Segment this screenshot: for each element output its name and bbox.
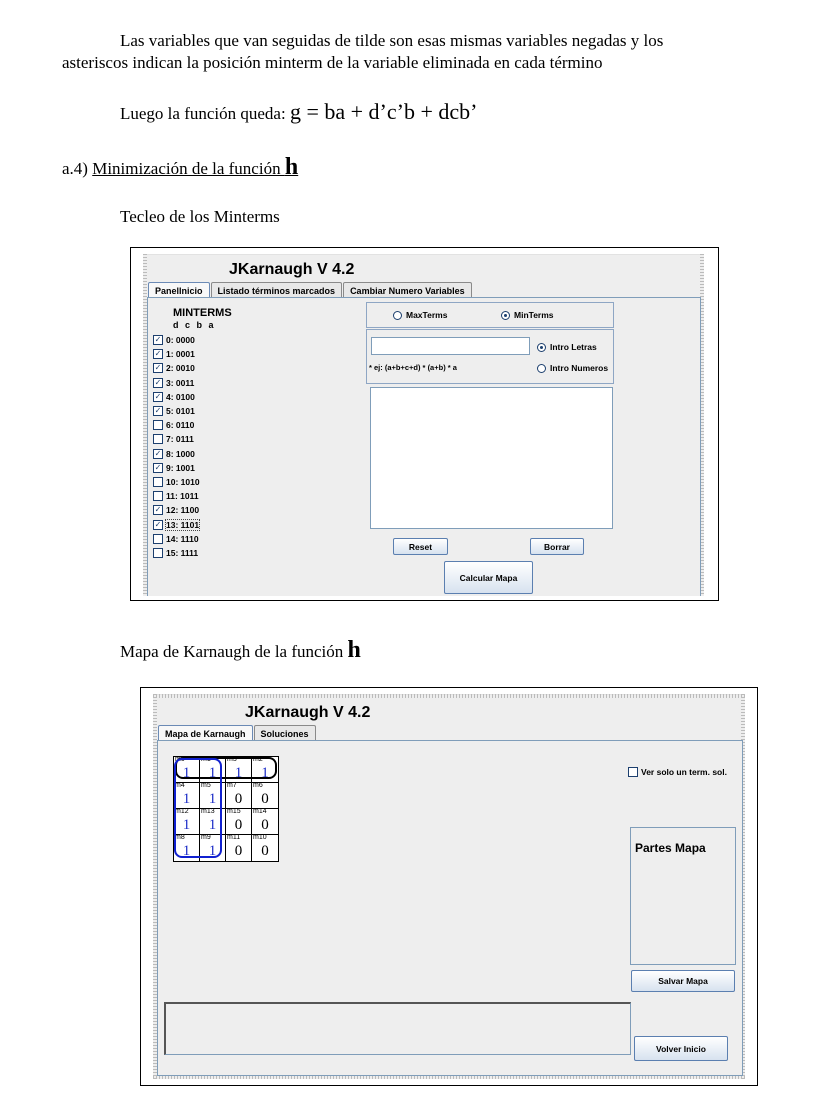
result-formula: g = ba + d’c’b + dcb’ [289,99,478,124]
kmap-cell-minterm: m9 [201,834,211,841]
group-col-highlight [174,758,222,858]
input-mode-group [366,329,614,384]
minterm-checkbox[interactable] [153,548,163,558]
kmap-cell-minterm: m0 [175,756,185,763]
kmap-cell [226,835,252,861]
expression-hint: * ej: (a+b+c+d) * (a+b) * a [369,363,457,372]
ver-solo-checkbox-box[interactable] [628,767,638,777]
ver-solo-checkbox-label: Ver solo un term. sol. [641,767,727,777]
radio-intro-numeros-label: Intro Numeros [550,363,609,373]
kmap-cell-value: 1 [208,817,217,833]
minterm-checkbox[interactable]: ✓ [154,363,162,373]
minterm-checkbox[interactable]: ✓ [154,448,162,458]
minterm-row[interactable] [153,361,200,375]
kmap-cell-value: 1 [182,791,191,807]
expression-input[interactable] [371,337,530,355]
panel-inicio [147,297,701,596]
tab-panel-inicio[interactable]: PanelInicio [148,282,210,298]
kmap-cell-value: 1 [234,765,243,781]
jkarnaugh-window-1 [143,254,704,596]
screenshot-frame-1 [130,247,719,601]
minterm-checkbox[interactable] [153,434,163,444]
minterm-checkbox[interactable]: ✓ [154,505,162,515]
tab-bar [148,282,473,298]
paragraph-line-2: asteriscos indican la posición minterm de la variable eliminada en cada término [62,53,603,72]
radio-maxterms-circle[interactable] [393,311,402,320]
minterm-checkbox[interactable]: ✓ [154,391,162,401]
kmap-cell-value: 0 [234,843,243,859]
minterm-label: 0: 0000 [166,335,195,346]
partes-mapa-panel [630,827,736,965]
minterm-checkbox[interactable] [153,534,163,544]
minterm-checkbox[interactable]: ✓ [154,349,162,359]
result-prefix: Luego la función queda: [120,104,290,123]
kmap-cell-minterm: m1 [201,756,211,763]
radio-intro-letras[interactable] [537,342,597,352]
kmap-cell-minterm: m4 [175,782,185,789]
minterm-row[interactable] [153,517,200,531]
kmap-cell-value: 1 [208,791,217,807]
terms-textarea[interactable] [370,387,613,529]
kmap-cell-minterm: m10 [253,834,267,841]
ver-solo-checkbox[interactable] [628,767,727,777]
kmap-cell [252,783,278,809]
kmap-cell [252,809,278,835]
reset-button[interactable]: Reset [393,538,448,555]
minterm-label: 3: 0011 [166,377,195,388]
minterms-header: MINTERMS [173,307,232,319]
kmap-cell [226,783,252,809]
paragraph-line-1: Las variables que van seguidas de tilde son esas mismas variables negadas y los [120,31,664,50]
term-type-group [366,302,614,328]
radio-intro-numeros[interactable] [537,363,608,373]
kmap-cell-value: 0 [261,843,269,859]
kmap-cell-value: 0 [261,791,269,807]
salvar-mapa-button[interactable]: Salvar Mapa [631,970,735,992]
kmap-cell-minterm: m3 [227,756,237,763]
radio-maxterms-label: MaxTerms [406,310,448,320]
kmap-cell [252,835,278,861]
minterm-label: 8: 1000 [166,448,195,459]
minterms-list [153,333,200,560]
kmap-cell-minterm: m7 [227,782,237,789]
minterm-checkbox[interactable]: ✓ [154,462,162,472]
kmap-cell-minterm: m2 [253,756,263,763]
kmap-cell-value: 1 [261,765,269,781]
radio-maxterms[interactable] [393,310,447,320]
radio-intro-letras-label: Intro Letras [550,342,597,352]
borrar-button[interactable]: Borrar [530,538,584,555]
minterm-row[interactable] [153,503,200,517]
mapa-caption-text: Mapa de Karnaugh de la función [120,642,348,661]
kmap-cell-minterm: m15 [227,808,241,815]
minterm-row[interactable] [153,489,200,503]
minterm-row[interactable] [153,546,200,560]
minterm-row[interactable] [153,532,200,546]
kmap-cell [226,809,252,835]
minterm-row[interactable] [153,347,200,361]
section-func: h [284,154,299,180]
minterm-label: 13: 1101 [166,519,200,530]
app-title: JKarnaugh V 4.2 [229,261,355,278]
minterm-checkbox[interactable]: ✓ [154,519,162,529]
tab-soluciones[interactable]: Soluciones [254,725,316,741]
minterm-row[interactable] [153,475,200,489]
minterm-row[interactable] [153,461,200,475]
minterm-label: 12: 1100 [166,505,200,516]
screenshot-frame-2 [140,687,758,1086]
minterm-label: 14: 1110 [166,533,199,544]
kmap-cell-value: 1 [182,765,191,781]
kmap-cell-value: 1 [182,817,191,833]
minterm-checkbox[interactable] [153,477,163,487]
minterm-row[interactable] [153,333,200,347]
radio-minterms-circle[interactable] [501,311,510,320]
volver-inicio-button[interactable]: Volver Inicio [634,1036,728,1061]
tab-listado-terminos[interactable]: Listado términos marcados [211,282,343,298]
minterm-label: 4: 0100 [166,391,195,402]
kmap-cell-minterm: m6 [253,782,263,789]
section-title: Minimización de la función h [92,154,299,180]
minterm-label: 10: 1010 [166,476,200,487]
mapa-caption-func: h [347,637,361,663]
radio-intro-letras-circle[interactable] [537,343,546,352]
kmap-cell-minterm: m14 [253,808,267,815]
app-title-2: JKarnaugh V 4.2 [245,704,371,721]
mapa-caption [120,639,361,663]
minterm-label: 1: 0001 [166,349,195,360]
calcular-mapa-button[interactable]: Calcular Mapa [444,561,533,594]
minterm-label: 9: 1001 [166,462,195,473]
minterm-label: 5: 0101 [166,406,195,417]
minterm-row[interactable] [153,432,200,446]
partes-mapa-title: Partes Mapa [635,841,706,855]
minterm-row[interactable] [153,404,200,418]
kmap-cell-minterm: m5 [201,782,211,789]
section-heading [62,156,298,180]
tab-cambiar-variables[interactable]: Cambiar Numero Variables [343,282,472,298]
tecleo-caption: Tecleo de los Minterms [120,207,280,226]
minterm-label: 7: 0111 [166,434,194,445]
result-line [120,101,477,125]
radio-intro-numeros-circle[interactable] [537,364,546,373]
minterm-checkbox[interactable]: ✓ [154,377,162,387]
minterm-row[interactable] [153,418,200,432]
tab-bar-2 [158,725,317,741]
minterm-row[interactable] [153,376,200,390]
panel-mapa [157,740,743,1076]
kmap-cell-value: 0 [234,817,243,833]
status-field [164,1002,631,1055]
kmap-cell-value: 0 [234,791,243,807]
kmap-cell-minterm: m12 [175,808,189,815]
radio-minterms-label: MinTerms [514,310,554,320]
kmap-cell-value: 0 [261,817,269,833]
kmap-cell-minterm: m13 [201,808,215,815]
minterm-checkbox[interactable]: ✓ [154,406,162,416]
kmap-cell-minterm: m11 [227,834,241,841]
radio-minterms[interactable] [501,310,554,320]
minterm-row[interactable] [153,390,200,404]
kmap-cell-minterm: m8 [175,834,185,841]
minterm-checkbox[interactable] [153,420,163,430]
section-number: a.4) [62,159,93,178]
minterm-label: 15: 1111 [166,547,199,558]
minterm-label: 2: 0010 [166,363,195,374]
tab-mapa-karnaugh[interactable]: Mapa de Karnaugh [158,725,253,741]
minterm-label: 11: 1011 [166,491,199,502]
kmap-cell-value: 1 [208,765,217,781]
kmap-cell-value: 1 [182,843,191,859]
minterm-row[interactable] [153,447,200,461]
kmap-cell-value: 1 [208,843,217,859]
minterm-checkbox[interactable]: ✓ [154,335,162,345]
minterm-label: 6: 0110 [166,420,195,431]
jkarnaugh-window-2 [153,694,745,1079]
minterms-variables: d c b a [173,320,216,330]
minterm-checkbox[interactable] [153,491,163,501]
